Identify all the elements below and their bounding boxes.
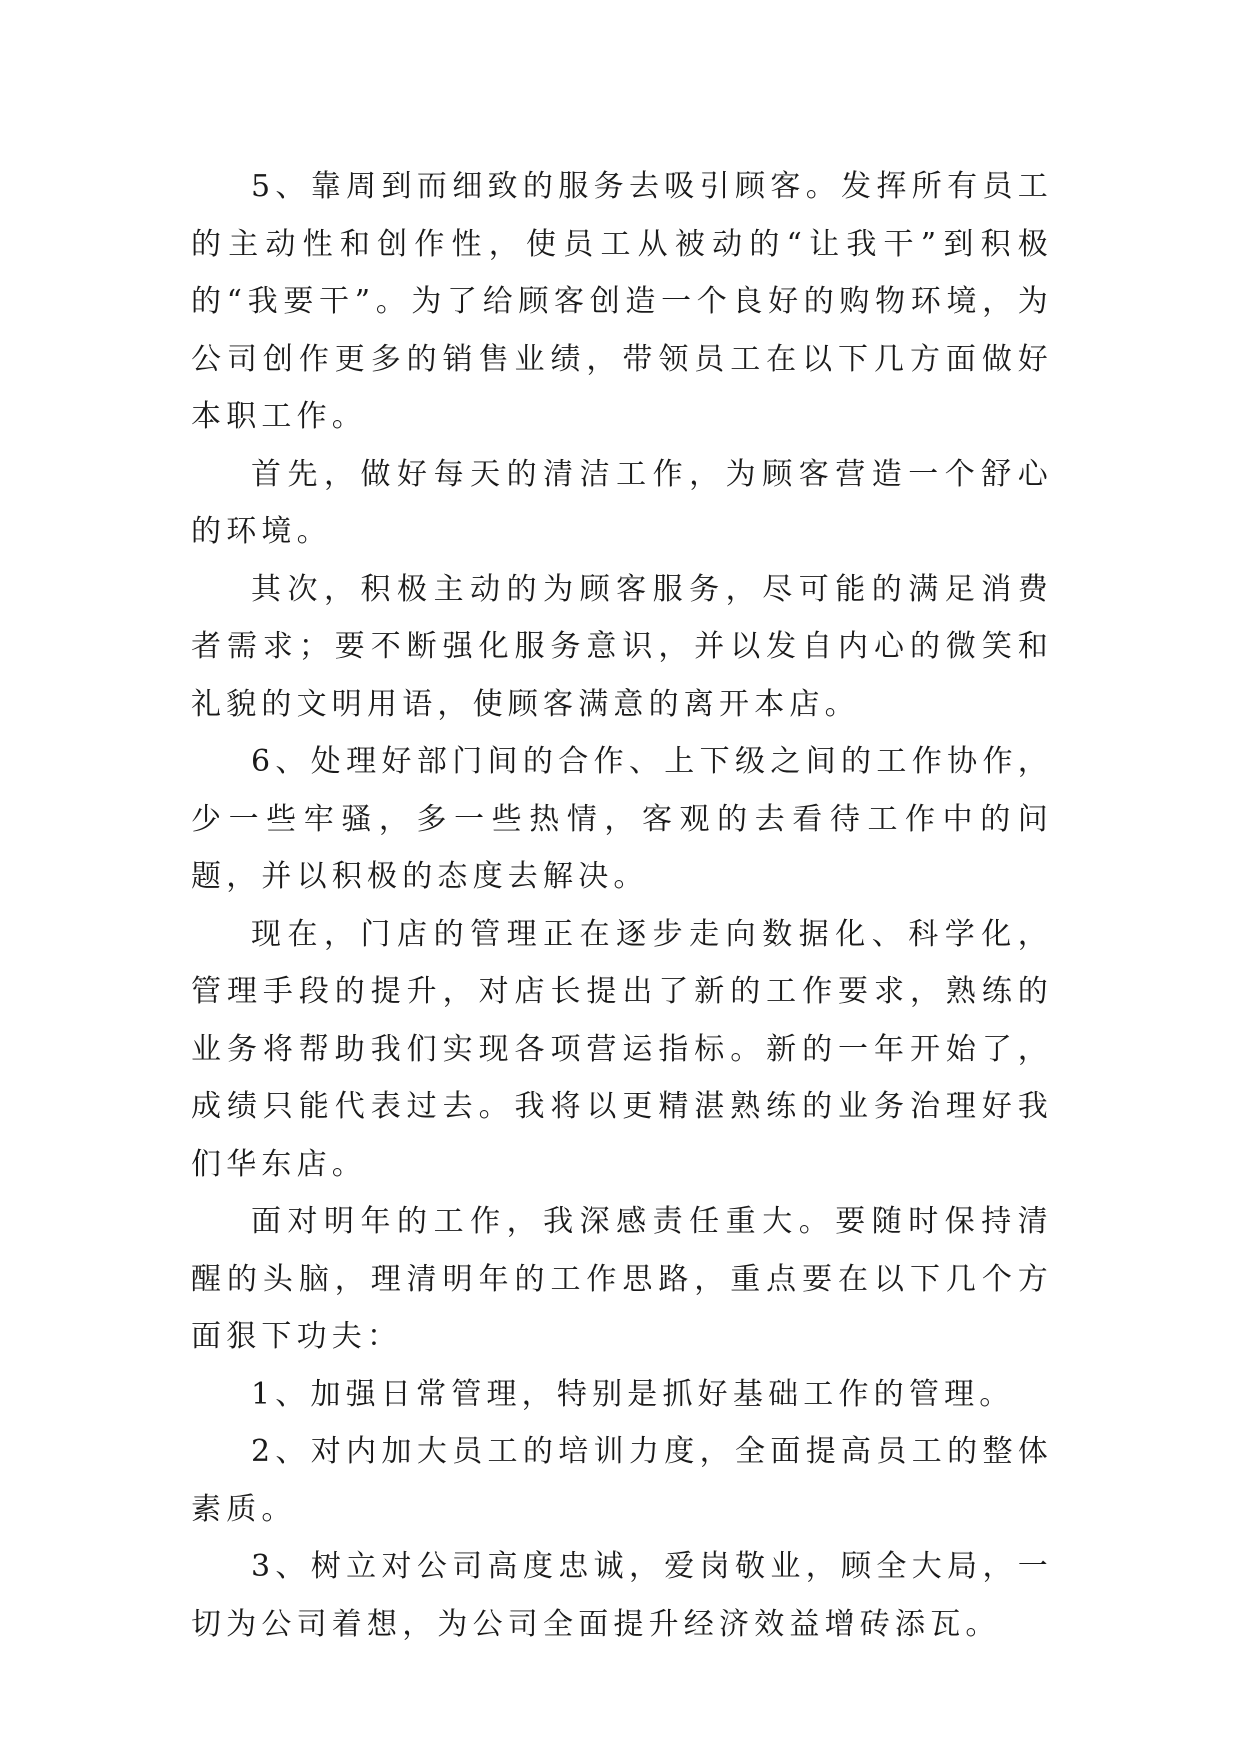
paragraph: 面对明年的工作，我深感责任重大。要随时保持清醒的头脑，理清明年的工作思路，重点要在以下几个方面狠下功夫：: [191, 1204, 1053, 1354]
paragraph: 其次，积极主动的为顾客服务，尽可能的满足消费者需求；要不断强化服务意识，并以发自内心的微笑和礼貌的文明用语，使顾客满意的离开本店。: [191, 571, 1053, 722]
paragraph: 首先，做好每天的清洁工作，为顾客营造一个舒心的环境。: [191, 456, 1053, 549]
paragraph: 现在，门店的管理正在逐步走向数据化、科学化，管理手段的提升，对店长提出了新的工作要求，熟练的业务将帮助我们实现各项营运指标。新的一年开始了，成绩只能代表过去。我将以更精湛熟练的业务治理好我们华东店。: [191, 916, 1053, 1182]
document-body: [191, 158, 1053, 1653]
paragraph: 3、树立对公司高度忠诚，爱岗敬业，顾全大局，一切为公司着想，为公司全面提升经济效益增砖添瓦。: [191, 1549, 1053, 1642]
paragraph: 6、处理好部门间的合作、上下级之间的工作协作，少一些牢骚，多一些热情，客观的去看待工作中的问题，并以积极的态度去解决。: [191, 744, 1053, 894]
paragraph: 5、靠周到而细致的服务去吸引顾客。发挥所有员工的主动性和创作性，使员工从被动的“让我干”到积极的“我要干”。为了给顾客创造一个良好的购物环境，为公司创作更多的销售业绩，带领员工在以下几方面做好本职工作。: [191, 169, 1053, 434]
paragraph: 1、加强日常管理，特别是抓好基础工作的管理。: [251, 1376, 1015, 1412]
paragraph: 2、对内加大员工的培训力度，全面提高员工的整体素质。: [191, 1434, 1053, 1527]
